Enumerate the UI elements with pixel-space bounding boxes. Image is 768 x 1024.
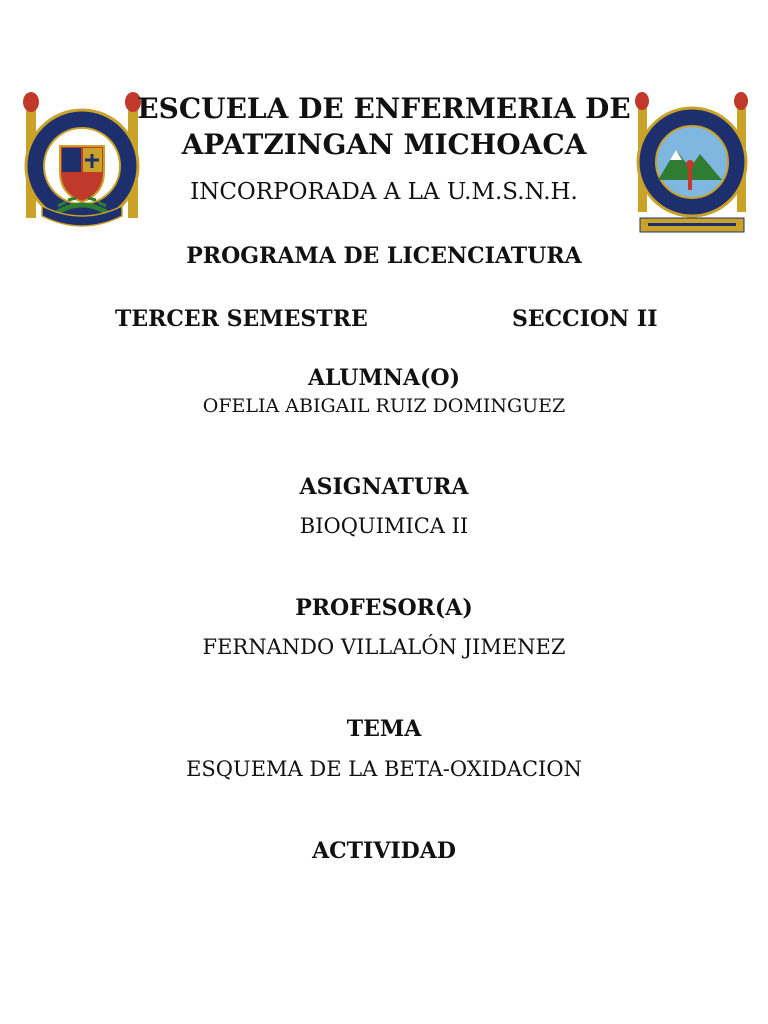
student-name: OFELIA ABIGAIL RUIZ DOMINGUEZ (202, 395, 566, 417)
topic-name: ESQUEMA DE LA BETA-OXIDACION (186, 757, 582, 781)
section-label: SECCION II (512, 306, 658, 332)
incorporation-subtitle: INCORPORADA A LA U.M.S.N.H. (190, 179, 578, 205)
program-heading: PROGRAMA DE LICENCIATURA (186, 243, 582, 269)
school-title-line2: APATZINGAN MICHOACA (181, 128, 587, 161)
subject-heading: ASIGNATURA (299, 474, 469, 500)
student-heading: ALUMNA(O) (307, 365, 461, 391)
teacher-name: FERNANDO VILLALÓN JIMENEZ (202, 635, 566, 659)
semester-label: TERCER SEMESTRE (115, 306, 368, 332)
subject-name: BIOQUIMICA II (299, 514, 469, 538)
school-title-line1: ESCUELA DE ENFERMERIA DE (137, 92, 631, 125)
activity-heading: ACTIVIDAD (312, 838, 456, 864)
topic-heading: TEMA (346, 716, 422, 742)
teacher-heading: PROFESOR(A) (295, 595, 473, 621)
